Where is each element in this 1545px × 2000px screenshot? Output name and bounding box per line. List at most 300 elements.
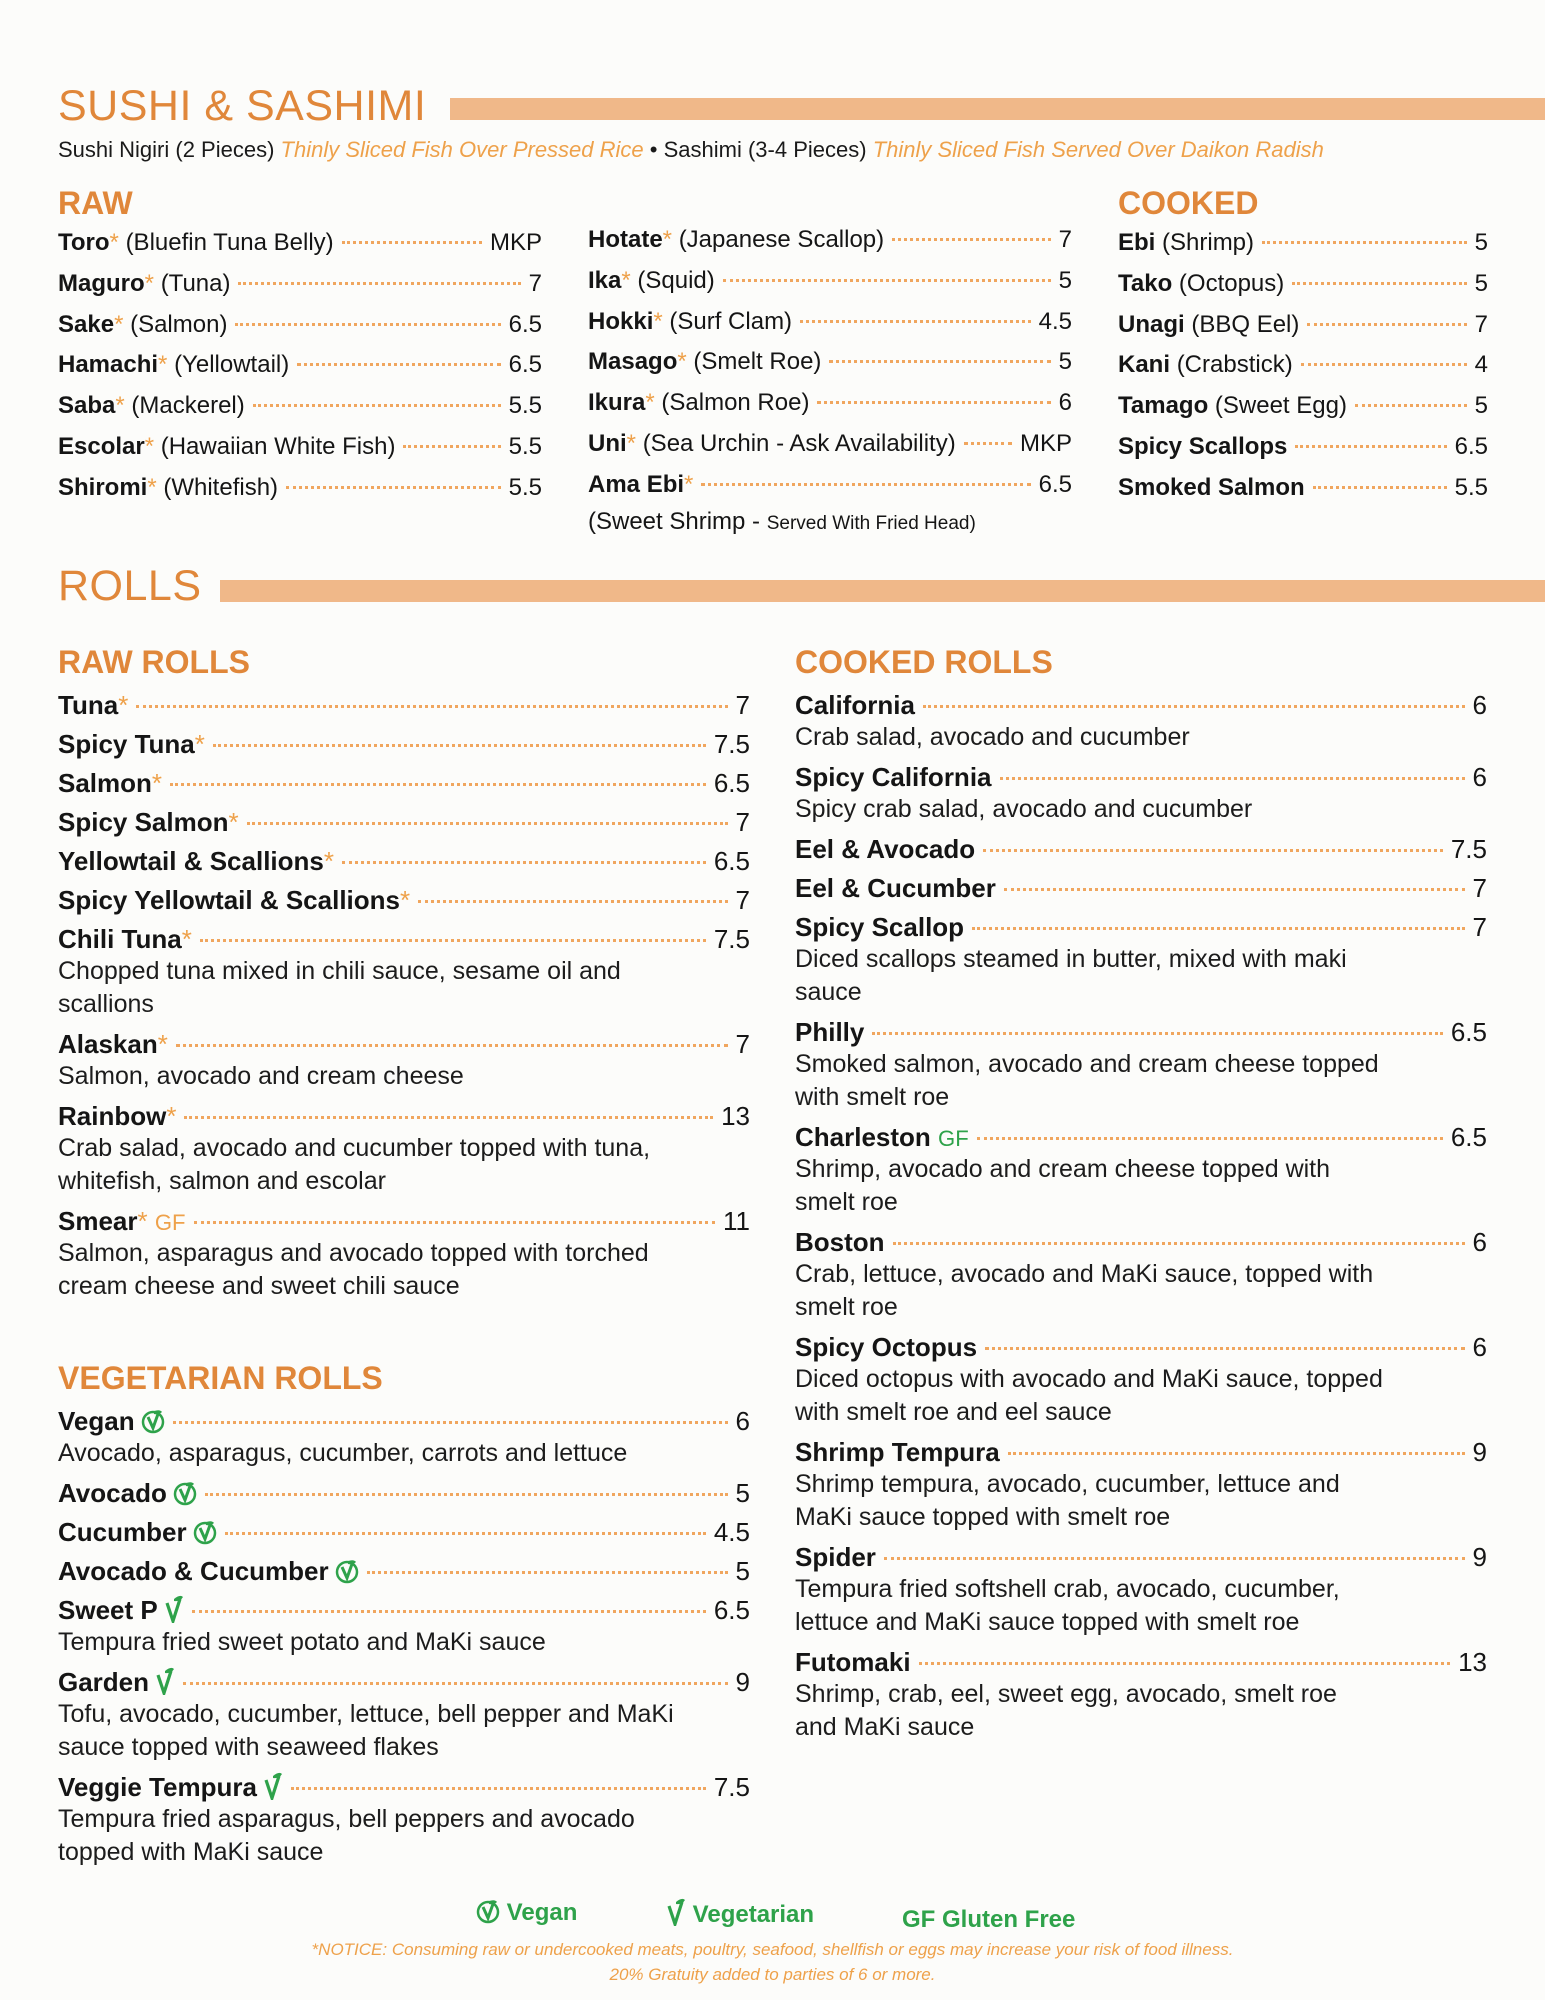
roll-row <box>795 1122 1487 1153</box>
leader-dots <box>247 822 728 825</box>
leader-dots <box>238 282 520 285</box>
roll-row <box>58 1029 750 1060</box>
item-name-wrap <box>588 348 821 376</box>
roll-row <box>58 924 750 955</box>
roll-desc: Salmon, avocado and cream cheese <box>58 1062 464 1090</box>
roll-price: 5 <box>735 1556 750 1586</box>
item-name-wrap <box>58 351 289 379</box>
roll-row <box>58 1478 750 1509</box>
leader-dots <box>403 445 500 448</box>
cooked-item <box>1118 433 1488 474</box>
roll-row <box>58 1595 750 1626</box>
raw-asterisk: * <box>621 266 631 294</box>
leader-dots <box>872 1032 1442 1035</box>
sushi-subheader <box>58 137 1324 163</box>
roll-price: 7.5 <box>1450 834 1487 864</box>
item-name: Saba <box>58 392 116 420</box>
roll-entry <box>58 729 750 760</box>
roll-price: 7 <box>1472 912 1487 942</box>
item-price: 7 <box>528 269 542 297</box>
roll-row <box>58 846 750 877</box>
cooked-item <box>1118 270 1488 311</box>
leader-dots <box>184 1116 713 1119</box>
raw1-item <box>58 351 542 392</box>
leader-dots <box>194 1221 715 1224</box>
item-price: 5 <box>1058 348 1072 376</box>
roll-row <box>58 1667 750 1698</box>
roll-row <box>795 1332 1487 1363</box>
item-desc: (Sweet Egg) <box>1214 392 1347 420</box>
item-name-wrap <box>58 474 278 502</box>
item-name: Tamago <box>1118 392 1209 420</box>
roll-name-wrap <box>795 834 975 865</box>
roll-name: Spicy Tuna <box>58 729 195 759</box>
leader-dots <box>1262 241 1467 244</box>
item-desc: (Octopus) <box>1178 269 1285 297</box>
roll-name: Sweet P <box>58 1595 158 1625</box>
vegetarian-icon <box>158 1595 184 1625</box>
vegan-icon <box>329 1556 359 1586</box>
roll-entry <box>795 1017 1487 1114</box>
roll-price: 4.5 <box>713 1517 750 1547</box>
roll-row <box>58 1101 750 1132</box>
leader-dots <box>253 404 501 407</box>
raw-asterisk: * <box>109 229 119 256</box>
raw-asterisk: * <box>228 807 239 837</box>
item-name-wrap <box>588 226 884 254</box>
roll-name-wrap <box>58 1556 359 1587</box>
roll-entry <box>58 885 750 916</box>
roll-price: 13 <box>1458 1647 1487 1677</box>
roll-row <box>795 1437 1487 1468</box>
cooked-item <box>1118 351 1488 392</box>
item-name-wrap <box>58 229 334 257</box>
roll-price: 6 <box>1472 1227 1487 1257</box>
roll-name: Charleston <box>795 1122 931 1152</box>
item-desc: (Squid) <box>637 266 715 294</box>
leader-dots <box>964 442 1012 445</box>
item-price: 7 <box>1474 310 1488 338</box>
roll-desc: Shrimp, crab, eel, sweet egg, avocado, smelt roe and MaKi sauce <box>795 1680 1337 1741</box>
nigiri-label: Sushi Nigiri (2 Pieces) <box>58 137 275 162</box>
item-price: 5 <box>1474 269 1488 297</box>
roll-row <box>58 729 750 760</box>
raw2-item <box>588 226 1072 267</box>
raw-asterisk: * <box>194 729 205 759</box>
leader-dots <box>817 401 1050 404</box>
roll-entry <box>795 912 1487 1009</box>
roll-desc: Chopped tuna mixed in chili sauce, sesame oil and scallions <box>58 957 621 1018</box>
cooked-rolls-list <box>795 690 1487 1752</box>
item-price: 5.5 <box>508 473 542 501</box>
roll-name: Tuna <box>58 690 119 720</box>
legend-vegan <box>470 1898 577 1927</box>
roll-price: 6.5 <box>713 768 750 798</box>
item-desc: (Crabstick) <box>1176 351 1293 379</box>
cooked-item <box>1118 229 1488 270</box>
vegan-icon <box>470 1899 500 1926</box>
roll-name: California <box>795 690 915 720</box>
raw-rolls-list <box>58 690 750 1311</box>
raw-asterisk: * <box>144 432 155 460</box>
roll-name: Eel & Avocado <box>795 834 976 864</box>
roll-price: 9 <box>735 1667 750 1697</box>
notice-line-2: 20% Gratuity added to parties of 6 or more. <box>609 1965 936 1984</box>
item-desc: (Whitefish) <box>163 473 279 501</box>
item-price: 5 <box>1474 392 1488 420</box>
roll-name: Salmon <box>58 768 152 798</box>
leader-dots <box>1307 323 1466 326</box>
leader-dots <box>297 363 500 366</box>
item-price: 6 <box>1058 389 1072 417</box>
item-name: Ama Ebi <box>588 470 685 498</box>
roll-row <box>795 1542 1487 1573</box>
vegan-icon <box>187 1517 217 1547</box>
leader-dots <box>829 360 1050 363</box>
roll-price: 7 <box>735 1029 750 1059</box>
leader-dots <box>983 849 1443 852</box>
item-name: Hotate <box>588 226 663 253</box>
leader-dots <box>1313 486 1447 489</box>
roll-desc: Shrimp, avocado and cream cheese topped with smelt roe <box>795 1155 1331 1216</box>
roll-name-wrap <box>58 1667 175 1698</box>
leader-dots <box>291 1787 706 1790</box>
roll-row <box>795 873 1487 904</box>
item-desc: (Smelt Roe) <box>693 348 822 376</box>
item-desc: (Yellowtail) <box>174 351 290 379</box>
item-price: 5 <box>1058 266 1072 294</box>
roll-price: 7.5 <box>713 729 750 759</box>
raw-asterisk: * <box>645 389 655 417</box>
item-name-wrap <box>58 433 395 461</box>
leader-dots <box>205 1493 728 1496</box>
roll-name-wrap <box>58 1206 186 1237</box>
roll-name: Vegan <box>58 1406 135 1436</box>
roll-desc: Tofu, avocado, cucumber, lettuce, bell pepper and MaKi sauce topped with seaweed flakes <box>58 1700 674 1761</box>
leader-dots <box>170 783 706 786</box>
roll-name-wrap <box>58 807 239 838</box>
leader-dots <box>192 1610 706 1613</box>
leader-dots <box>701 483 1030 486</box>
roll-entry <box>58 1517 750 1548</box>
roll-desc: Tempura fried softshell crab, avocado, cucumber, lettuce and MaKi sauce topped with smelt roe <box>795 1575 1340 1636</box>
item-price: 5 <box>1474 229 1488 256</box>
leader-dots <box>1004 888 1465 891</box>
roll-row <box>795 762 1487 793</box>
sashimi-label: Sashimi (3-4 Pieces) <box>663 137 867 162</box>
leader-dots <box>225 1532 706 1535</box>
ama-ebi-note <box>588 508 976 536</box>
roll-desc: Smoked salmon, avocado and cream cheese topped with smelt roe <box>795 1050 1379 1111</box>
raw-asterisk: * <box>662 226 673 253</box>
raw-asterisk: * <box>653 307 663 335</box>
roll-name: Garden <box>58 1667 150 1697</box>
leader-dots <box>1000 777 1465 780</box>
roll-desc: Crab salad, avocado and cucumber <box>795 723 1190 751</box>
roll-price: 7 <box>735 885 750 915</box>
roll-name-wrap <box>58 924 192 955</box>
roll-row <box>795 1227 1487 1258</box>
raw1-item <box>58 433 542 474</box>
roll-price: 6.5 <box>713 846 750 876</box>
raw-asterisk: * <box>684 470 694 498</box>
item-price: 6.5 <box>1038 470 1072 498</box>
raw2-item <box>588 348 1072 389</box>
roll-entry <box>58 807 750 838</box>
item-desc: (Bluefin Tuna Belly) <box>125 229 334 256</box>
cooked-heading: COOKED <box>1118 185 1259 221</box>
raw1-item <box>58 229 542 270</box>
cooked-item <box>1118 311 1488 352</box>
roll-entry <box>58 846 750 877</box>
roll-price: 13 <box>721 1101 750 1131</box>
item-name-wrap <box>1118 351 1293 379</box>
raw1-item <box>58 311 542 352</box>
sashimi-desc: Thinly Sliced Fish Served Over Daikon Radish <box>872 137 1324 162</box>
raw-asterisk: * <box>147 473 157 501</box>
item-price: 5.5 <box>508 392 542 420</box>
raw2-item <box>588 308 1072 349</box>
leader-dots <box>977 1137 1443 1140</box>
roll-desc: Tempura fried asparagus, bell peppers and avocado topped with MaKi sauce <box>58 1805 635 1866</box>
roll-price: 7 <box>735 690 750 720</box>
leader-dots <box>286 486 501 489</box>
roll-desc: Shrimp tempura, avocado, cucumber, lettuce and MaKi sauce topped with smelt roe <box>795 1470 1340 1531</box>
roll-entry <box>58 1667 750 1764</box>
vegetarian-icon <box>149 1667 175 1697</box>
roll-price: 7.5 <box>713 924 750 954</box>
roll-price: 7 <box>735 807 750 837</box>
roll-entry <box>795 762 1487 826</box>
roll-name: Spicy Yellowtail & Scallions <box>58 885 400 915</box>
leader-dots <box>1301 363 1467 366</box>
bullet: • <box>649 137 658 162</box>
item-name-wrap <box>58 392 245 420</box>
raw-column-2 <box>588 226 1072 512</box>
item-desc: (Sea Urchin - Ask Availability) <box>642 429 956 457</box>
roll-desc: Salmon, asparagus and avocado topped with torched cream cheese and sweet chili sauce <box>58 1239 649 1300</box>
roll-entry <box>58 1101 750 1198</box>
leader-dots <box>342 241 482 244</box>
item-price: 6.5 <box>508 351 542 379</box>
item-name: Ikura <box>588 389 646 417</box>
item-name: Sake <box>58 310 115 338</box>
roll-name-wrap <box>795 1437 1000 1468</box>
roll-price: 7 <box>1472 873 1487 903</box>
item-desc: (Salmon Roe) <box>661 389 810 417</box>
roll-name-wrap <box>795 1542 876 1573</box>
leader-dots <box>418 900 727 903</box>
roll-name-wrap <box>795 1122 969 1153</box>
roll-name: Chili Tuna <box>58 924 182 954</box>
item-name: Toro <box>58 229 110 256</box>
vegetarian-rolls-heading: VEGETARIAN ROLLS <box>58 1360 383 1396</box>
roll-row <box>58 690 750 721</box>
roll-row <box>58 1517 750 1548</box>
roll-row <box>795 834 1487 865</box>
roll-name-wrap <box>58 846 334 877</box>
cooked-item <box>1118 474 1488 515</box>
sushi-title-bar <box>450 98 1545 120</box>
roll-row <box>58 1772 750 1803</box>
item-desc: (Salmon) <box>130 310 228 338</box>
roll-name: Yellowtail & Scallions <box>58 846 324 876</box>
item-name: Spicy Scallops <box>1118 432 1288 460</box>
raw-asterisk: * <box>400 885 411 915</box>
roll-price: 7.5 <box>713 1772 750 1802</box>
item-desc: (Shrimp) <box>1162 229 1255 256</box>
gf-badge: GF <box>154 1210 186 1235</box>
roll-name-wrap <box>795 1227 885 1258</box>
roll-name: Alaskan <box>58 1029 158 1059</box>
leader-dots <box>213 744 706 747</box>
roll-entry <box>58 1595 750 1659</box>
item-name-wrap <box>588 389 809 417</box>
raw2-item <box>588 430 1072 471</box>
roll-price: 9 <box>1472 1437 1487 1467</box>
item-name-wrap <box>588 471 693 499</box>
roll-price: 6 <box>1472 1332 1487 1362</box>
vegetarian-rolls-list <box>58 1406 750 1877</box>
roll-row <box>795 1017 1487 1048</box>
item-name: Smoked Salmon <box>1118 473 1305 501</box>
leader-dots <box>1008 1452 1465 1455</box>
roll-name: Spicy California <box>795 762 992 792</box>
item-name: Shiromi <box>58 473 148 501</box>
roll-row <box>58 1556 750 1587</box>
leader-dots <box>800 320 1031 323</box>
roll-name: Veggie Tempura <box>58 1772 257 1802</box>
raw-asterisk: * <box>677 348 687 376</box>
roll-name: Spicy Octopus <box>795 1332 978 1362</box>
leader-dots <box>1355 404 1467 407</box>
roll-name: Philly <box>795 1017 865 1047</box>
roll-name: Cucumber <box>58 1517 187 1547</box>
ama-ebi-note-small: Served With Fried Head) <box>766 513 976 534</box>
roll-name: Avocado & Cucumber <box>58 1556 329 1586</box>
leader-dots <box>173 1421 728 1424</box>
item-name-wrap <box>58 311 227 339</box>
roll-name-wrap <box>58 768 162 799</box>
legend-vegetarian-label: Vegetarian <box>692 1901 815 1928</box>
leader-dots <box>1292 282 1466 285</box>
item-name-wrap <box>1118 270 1284 298</box>
roll-entry <box>58 690 750 721</box>
item-name: Maguro <box>58 269 145 297</box>
roll-name-wrap <box>58 1406 165 1437</box>
raw-asterisk: * <box>323 846 334 876</box>
vegan-icon <box>167 1478 197 1508</box>
roll-name-wrap <box>58 729 205 760</box>
vegan-icon <box>135 1406 165 1436</box>
roll-row <box>795 912 1487 943</box>
roll-row <box>58 1206 750 1237</box>
raw-asterisk: * <box>118 690 129 720</box>
roll-desc: Diced scallops steamed in butter, mixed with maki sauce <box>795 945 1347 1006</box>
raw-rolls-heading: RAW ROLLS <box>58 644 250 680</box>
roll-name-wrap <box>795 912 964 943</box>
roll-name: Rainbow <box>58 1101 167 1131</box>
raw-asterisk: * <box>151 768 163 798</box>
roll-price: 6 <box>1472 762 1487 792</box>
item-name-wrap <box>1118 392 1347 420</box>
item-name: Tako <box>1118 269 1173 297</box>
item-name-wrap <box>1118 311 1299 339</box>
roll-name-wrap <box>58 1595 184 1626</box>
raw-asterisk: * <box>626 429 637 457</box>
leader-dots <box>923 705 1465 708</box>
rolls-title-bar <box>220 580 1545 602</box>
roll-row <box>58 1406 750 1437</box>
roll-entry <box>795 690 1487 754</box>
item-name-wrap <box>588 267 715 295</box>
nigiri-desc: Thinly Sliced Fish Over Pressed Rice <box>280 137 644 162</box>
roll-desc: Diced octopus with avocado and MaKi sauce, topped with smelt roe and eel sauce <box>795 1365 1383 1426</box>
sushi-sashimi-title: SUSHI & SASHIMI <box>58 82 427 130</box>
item-name: Kani <box>1118 351 1171 379</box>
leader-dots <box>235 323 500 326</box>
roll-price: 5 <box>735 1478 750 1508</box>
roll-entry <box>58 1772 750 1869</box>
roll-price: 9 <box>1472 1542 1487 1572</box>
roll-row <box>58 885 750 916</box>
roll-row <box>58 768 750 799</box>
item-price: 7 <box>1058 226 1072 253</box>
item-name: Ika <box>588 266 622 294</box>
roll-entry <box>795 1227 1487 1324</box>
roll-name-wrap <box>795 1647 911 1678</box>
legend-vegetarian <box>660 1898 814 1929</box>
leader-dots <box>136 705 727 708</box>
roll-price: 6.5 <box>1450 1122 1487 1152</box>
leader-dots <box>183 1682 728 1685</box>
roll-row <box>795 1647 1487 1678</box>
leader-dots <box>200 939 706 942</box>
raw-heading: RAW <box>58 185 133 221</box>
legend-gluten-free: GF Gluten Free <box>902 1906 1076 1933</box>
item-price: 5.5 <box>508 432 542 460</box>
item-name: Uni <box>588 429 627 457</box>
roll-entry <box>58 1556 750 1587</box>
roll-entry <box>58 1478 750 1509</box>
vegetarian-icon <box>660 1901 686 1928</box>
roll-name: Avocado <box>58 1478 167 1508</box>
leader-dots <box>723 279 1051 282</box>
roll-price: 6 <box>1472 690 1487 720</box>
roll-name: Spicy Salmon <box>58 807 229 837</box>
item-name-wrap <box>1118 229 1254 257</box>
raw-asterisk: * <box>144 269 155 297</box>
roll-name-wrap <box>58 1101 176 1132</box>
roll-name-wrap <box>795 1332 977 1363</box>
ama-ebi-note-main: (Sweet Shrimp - <box>588 508 767 535</box>
raw1-item <box>58 474 542 515</box>
item-price: 6.5 <box>508 310 542 338</box>
item-price: 5.5 <box>1454 473 1488 501</box>
item-name-wrap <box>58 270 230 298</box>
roll-name: Eel & Cucumber <box>795 873 996 903</box>
notice-line-1: *NOTICE: Consuming raw or undercooked meats, poultry, seafood, shellfish or eggs may increase your risk of food illness. <box>311 1940 1234 1959</box>
roll-price: 6 <box>735 1406 750 1436</box>
item-name: Masago <box>588 348 678 376</box>
roll-row <box>58 807 750 838</box>
cooked-column <box>1118 229 1488 515</box>
roll-entry <box>795 1437 1487 1534</box>
item-name: Ebi <box>1118 229 1156 256</box>
raw2-item <box>588 267 1072 308</box>
item-price: 6.5 <box>1454 432 1488 460</box>
item-desc: (BBQ Eel) <box>1191 310 1300 338</box>
